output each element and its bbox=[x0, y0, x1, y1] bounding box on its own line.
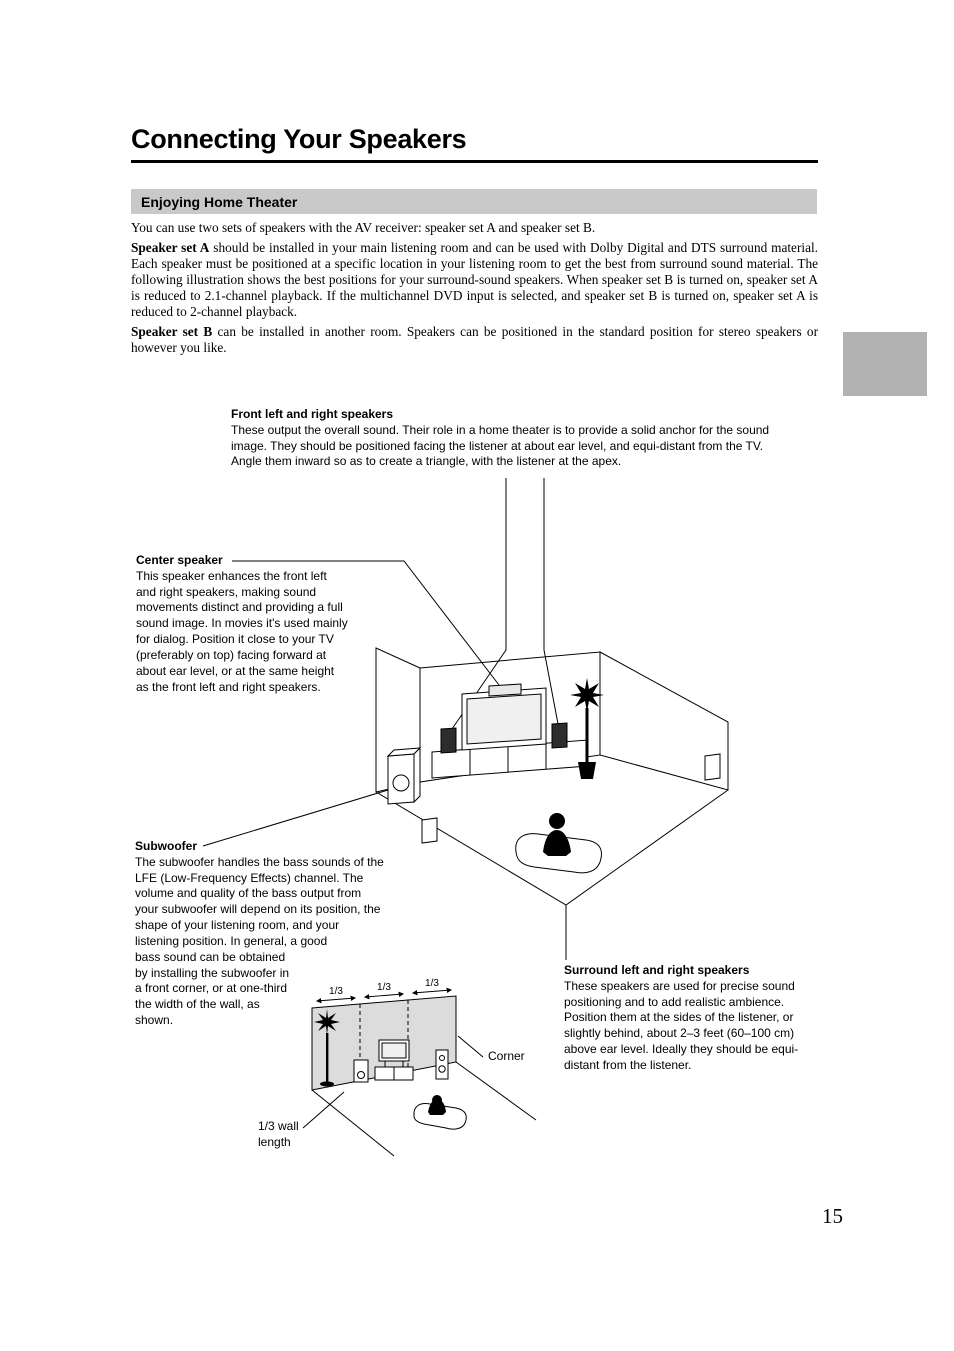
center-speaker bbox=[489, 684, 521, 696]
corner-subwoofer bbox=[354, 1060, 368, 1082]
one-third-label: 1/3 bbox=[329, 986, 343, 997]
annotation-front-title: Front left and right speakers bbox=[231, 407, 394, 421]
side-tab-marker bbox=[843, 332, 927, 396]
front-left-speaker bbox=[441, 728, 456, 753]
annotation-subwoofer-body-wide: The subwoofer handles the bass sounds of the LFE (Low-Frequency Effects) channel. The volume and quality of the bass output from your subwoofer will depend on its position, the shape of your listening room, and your listening position. In general, a good bbox=[135, 854, 384, 948]
floor-edge bbox=[312, 1090, 394, 1156]
one-third-label: 1/3 bbox=[377, 982, 391, 993]
intro-paragraph: You can use two sets of speakers with the AV receiver: speaker set A and speaker set B. bbox=[131, 220, 596, 235]
section-header-label: Enjoying Home Theater bbox=[141, 193, 298, 210]
small-listener bbox=[428, 1095, 446, 1115]
corner-label: Corner bbox=[488, 1049, 525, 1063]
wall-length-label: 1/3 wall length bbox=[258, 1119, 299, 1150]
listener bbox=[543, 813, 571, 856]
tv bbox=[462, 688, 546, 750]
speaker-set-a-lead: Speaker set A bbox=[131, 239, 210, 255]
page-number: 15 bbox=[822, 1204, 843, 1228]
subwoofer-box bbox=[388, 748, 420, 804]
annotation-surround-body: These speakers are used for precise sound positioning and to add realistic ambience. Position them at the sides of the listener, or slightly behind, about 2–3 feet (60–100 cm) above ear level. Ideally they should be equi-distant from the listener. bbox=[564, 978, 799, 1072]
annotation-front-speakers bbox=[231, 407, 778, 470]
annotation-surround-speakers bbox=[564, 963, 818, 1074]
corner-speaker bbox=[436, 1050, 448, 1079]
floor-edge bbox=[456, 1062, 536, 1120]
leader-line-front-right bbox=[544, 478, 558, 724]
speaker-set-b-paragraph bbox=[131, 324, 818, 356]
annotation-front-body: These output the overall sound. Their role in a home theater is to provide a solid anchor for the sound image. They should be positioned facing the listener at about ear level, and equi-distant from the TV. Angle them inward so as to create a triangle, with the listener at the apex. bbox=[231, 422, 770, 469]
speaker-set-b-lead: Speaker set B bbox=[131, 323, 213, 339]
title-rule bbox=[131, 160, 818, 163]
annotation-subwoofer bbox=[135, 839, 384, 1029]
annotation-subwoofer-title: Subwoofer bbox=[135, 839, 197, 853]
speaker-set-a-text: should be installed in your main listening room and can be used with Dolby Digital and DTS surround material. Each speaker must be positioned at a specific location in your listening room to get the best from surround sound material. The following illustration shows the best positions for your surround-sound speakers. When speaker set B is turned on, speaker set A is reduced to 2.1-channel playback. If the multichannel DVD input is selected, and speaker set B is turned on, speaker set A is reduced to 2-channel playback. bbox=[131, 239, 818, 319]
one-third-label: 1/3 bbox=[425, 978, 439, 989]
body-text bbox=[131, 220, 818, 360]
speaker-set-a-paragraph bbox=[131, 240, 818, 320]
speaker-set-b-text: can be installed in another room. Speakers can be positioned in the standard position for stereo speakers or however you like. bbox=[131, 323, 818, 355]
leader-line-subwoofer bbox=[203, 790, 388, 846]
annotation-center-speaker bbox=[136, 553, 349, 695]
section-header-bar bbox=[131, 189, 817, 214]
page-title: Connecting Your Speakers bbox=[131, 124, 467, 154]
surround-left-speaker bbox=[422, 818, 437, 843]
annotation-center-body: This speaker enhances the front left and right speakers, making sound movements distinct and providing a full sound image. In movies it's used mainly for dialog. Position it close to your TV (preferably on top) facing forward at about ear level, or at the same height as the front left and right speakers. bbox=[136, 568, 348, 694]
annotation-center-title: Center speaker bbox=[136, 553, 223, 567]
leader-line-corner bbox=[458, 1036, 483, 1057]
main-room-diagram bbox=[376, 648, 728, 905]
surround-right-speaker bbox=[705, 754, 720, 780]
front-right-speaker bbox=[552, 723, 567, 748]
small-tv bbox=[375, 1040, 413, 1080]
annotation-subwoofer-body-narrow: bass sound can be obtained by installing the subwoofer in a front corner, or at one-third the width of the wall, as shown. bbox=[135, 949, 290, 1028]
annotation-surround-title: Surround left and right speakers bbox=[564, 963, 750, 977]
